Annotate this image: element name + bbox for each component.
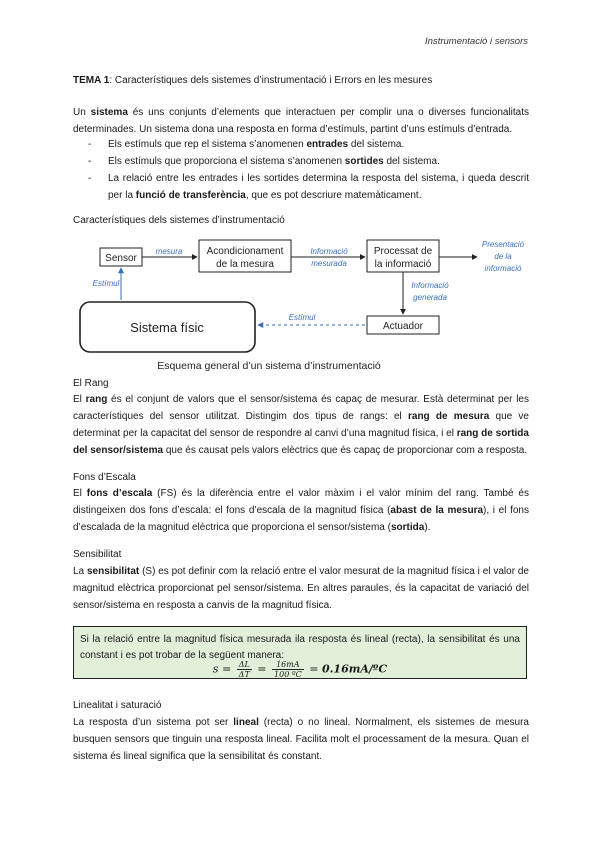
formula-box-text: Si la relació entre la magnitud física mesurada ila resposta és lineal (recta), la sensibilitat és una constant i es pot trobar de la següent manera: (80, 634, 520, 661)
label-info-mesurada-2: mesurada (311, 259, 347, 268)
intro-paragraph: Un sistema és uns conjunts d’elements que interactuen per complir una o diverses funcionalitats determinades. Un sistema dona una resposta en forma d’estímuls, partint d’uns estímuls d’entrada. (73, 107, 530, 135)
label-estimul-left: Estímul (92, 279, 120, 288)
label-presentacio-3: informació (484, 264, 522, 273)
label-estimul-mid: Estímul (288, 313, 316, 322)
sensibilitat-heading: Sensibilitat (73, 549, 122, 560)
processat-label-1: Processat de (373, 246, 433, 257)
instrumentation-diagram (73, 232, 529, 372)
label-presentacio-1: Presentació (481, 240, 525, 249)
linealitat-heading: Linealitat i saturació (73, 700, 162, 711)
rang-paragraph: El rang és el conjunt de valors que el sensor/sistema és capaç de mesurar. Està determinat per les característiques del sensor utilitzat. Distingim dos tipus de rangs: el rang de mesura que ve determinat per la capacitat del sensor de respondre al canvi d’una magnitud física, i el rang de sortida del sensor/sistema que és causat pels valors elèctrics que és capaç de proporcionar com a resposta. (73, 394, 529, 456)
sistema-fisic-label: Sistema físic (130, 320, 204, 335)
diagram-caption: Esquema general d’un sistema d’instrumentació (157, 360, 381, 372)
label-info-generada-1: Informació (411, 281, 449, 290)
acondicionament-label-1: Acondicionament (206, 246, 284, 257)
rang-heading: El Rang (73, 378, 109, 389)
fons-paragraph: El fons d’escala (FS) és la diferència entre el valor màxim i el valor mínim del rang. També és distingeixen dos fons d’escala: el fons d’escala de la magnitud física (abast de la mesura), i el fons d’escalada de la magnitud elèctrica que proporciona el sensor/sistema (sortida). (73, 488, 529, 533)
label-info-generada-2: generada (413, 293, 447, 302)
label-mesura: mesura (155, 247, 183, 256)
linealitat-paragraph: La resposta d’un sistema pot ser lineal (recta) o no lineal. Normalment, els sistemes de mesura busquen sensors que tinguin una resposta lineal. Facilita molt el processament de la mesura. Quan el sistema és lineal significa que la sensibilitat és constant. (73, 717, 529, 762)
fons-heading: Fons d’Escala (73, 472, 136, 483)
label-presentacio-2: de la (494, 252, 512, 261)
label-info-mesurada-1: Informació (310, 247, 348, 256)
actuador-label: Actuador (382, 321, 424, 332)
sensitivity-formula: s = $\frac{\Delta L}{\Delta T}$ = $\frac{16mA}{\text{100 ºC}}$ = 0.16mA/ºC (212, 660, 388, 679)
document-title: TEMA 1: Característiques dels sistemes d’instrumentació i Errors en les mesures (73, 75, 433, 86)
section-heading: Característiques dels sistemes d’instrumentació (73, 215, 285, 226)
sensitivity-formula-box (73, 626, 527, 679)
list-item: - Els estímuls que rep el sistema s’anomenen entrades del sistema. (88, 136, 529, 153)
list-item: - La relació entre les entrades i les sortides determina la resposta del sistema, i queda descrit per la funció de transferència, que es pot descriure matemàticament. (88, 170, 529, 204)
list-item: - Els estímuls que proporciona el sistema s’anomenen sortides del sistema. (88, 153, 529, 170)
processat-label-2: la informació (374, 259, 432, 270)
acondicionament-label-2: de la mesura (216, 259, 274, 270)
running-header: Instrumentació i sensors (425, 36, 528, 47)
sensibilitat-paragraph: La sensibilitat (S) es pot definir com la relació entre el valor mesurat de la magnitud física i el valor de magnitud elèctrica proporcionat pel sensor/sistema. En altres paraules, és la capacitat de variació del sensor/sistema en resposta a canvis de la magnitud física. (73, 566, 529, 611)
sensor-label: Sensor (105, 253, 137, 264)
intro-bullets (88, 136, 529, 204)
